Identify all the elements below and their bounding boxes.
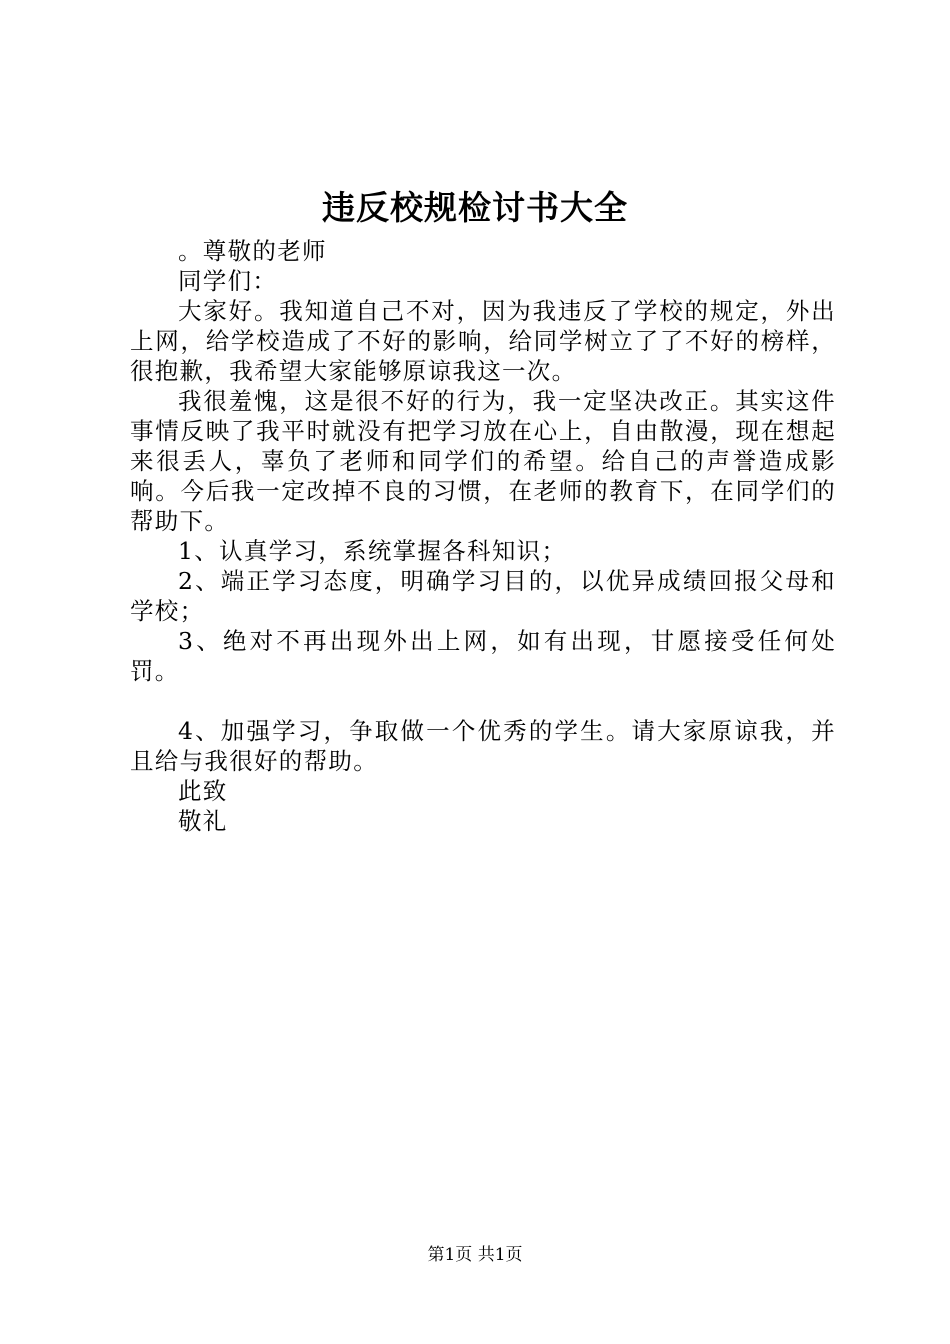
page-footer: 第1页 共1页 — [427, 1245, 523, 1265]
closing-line: 敬礼 — [178, 807, 228, 835]
salutation-line: 同学们： — [178, 267, 278, 295]
list-item: 3、绝对不再出现外出上网，如有出现，甘愿接受任何处罚。 — [130, 627, 836, 685]
list-item: 2、端正学习态度，明确学习目的，以优异成绩回报父母和学校； — [130, 567, 836, 625]
document-body — [130, 236, 836, 836]
salutation-line: 。尊敬的老师 — [178, 237, 327, 265]
body-paragraph: 我很羞愧，这是很不好的行为，我一定坚决改正。其实这件事情反映了我平时就没有把学习放在心上，自由散漫，现在想起来很丢人，辜负了老师和同学们的希望。给自己的声誉造成影响。今后我一定改掉不良的习惯，在老师的教育下，在同学们的帮助下。 — [130, 387, 836, 535]
closing-line: 此致 — [178, 777, 228, 805]
body-paragraph: 大家好。我知道自己不对，因为我违反了学校的规定，外出上网，给学校造成了不好的影响，给同学树立了了不好的榜样，很抱歉，我希望大家能够原谅我这一次。 — [130, 297, 836, 385]
list-item: 4、加强学习，争取做一个优秀的学生。请大家原谅我，并且给与我很好的帮助。 — [130, 717, 836, 775]
document-title: 违反校规检讨书大全 — [322, 188, 628, 227]
list-item: 1、认真学习，系统掌握各科知识； — [178, 537, 567, 565]
